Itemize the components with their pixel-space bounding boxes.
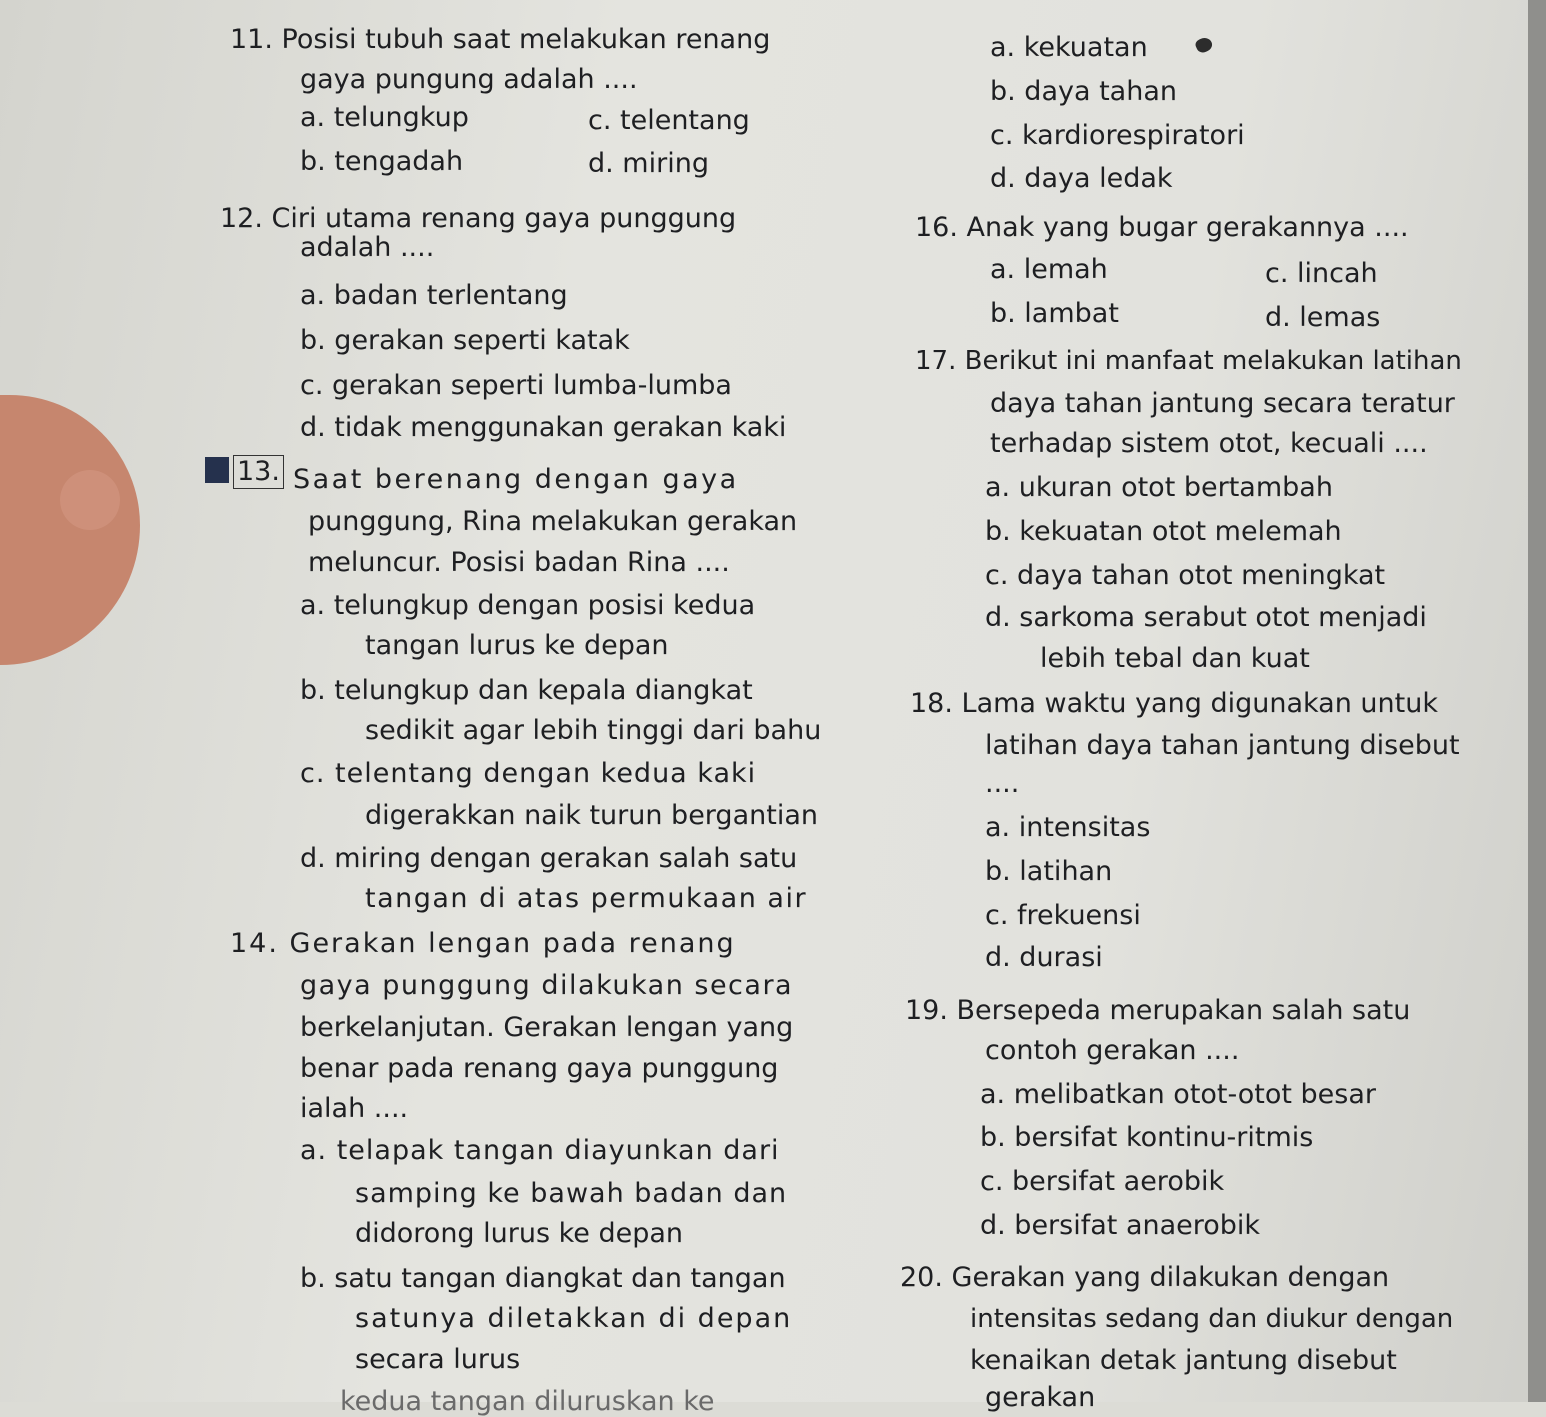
q11-line2: gaya pungung adalah .... xyxy=(300,64,638,95)
q19-option-a: a. melibatkan otot-otot besar xyxy=(980,1079,1377,1110)
q11-option-c: c. telentang xyxy=(588,105,750,136)
q15-option-b: b. daya tahan xyxy=(990,76,1177,107)
q17-option-b: b. kekuatan otot melemah xyxy=(985,516,1342,547)
q15-option-d: d. daya ledak xyxy=(990,163,1173,194)
q16-option-a: a. lemah xyxy=(990,254,1108,285)
finger xyxy=(0,395,140,665)
q17-line2: daya tahan jantung secara teratur xyxy=(990,388,1455,419)
q19-option-b: b. bersifat kontinu-ritmis xyxy=(980,1122,1314,1153)
q11-option-d: d. miring xyxy=(588,148,709,179)
q18-option-d: d. durasi xyxy=(985,942,1103,973)
q18-line3: .... xyxy=(985,768,1020,799)
q14-option-c-cut: kedua tangan diluruskan ke xyxy=(340,1386,715,1417)
q16-option-b: b. lambat xyxy=(990,298,1119,329)
q18-option-c: c. frekuensi xyxy=(985,900,1141,931)
q18-option-a: a. intensitas xyxy=(985,812,1151,843)
q16-option-c: c. lincah xyxy=(1265,258,1378,289)
q17-option-c: c. daya tahan otot meningkat xyxy=(985,560,1386,591)
q18-option-b: b. latihan xyxy=(985,856,1113,887)
q20-line1: 20. Gerakan yang dilakukan dengan xyxy=(900,1262,1390,1293)
q14-option-a-cont1: samping ke bawah badan dan xyxy=(355,1178,788,1209)
q13-option-c-cont: digerakkan naik turun bergantian xyxy=(365,800,818,831)
q14-option-b-cont1: satunya diletakkan di depan xyxy=(355,1303,793,1334)
q11-line1: 11. Posisi tubuh saat melakukan renang xyxy=(230,24,771,55)
q14-line3: berkelanjutan. Gerakan lengan yang xyxy=(300,1012,794,1043)
q19-option-d: d. bersifat anaerobik xyxy=(980,1210,1261,1241)
q12-option-d: d. tidak menggunakan gerakan kaki xyxy=(300,412,787,443)
q11-option-a: a. telungkup xyxy=(300,102,469,133)
q13-option-a-cont: tangan lurus ke depan xyxy=(365,630,669,661)
q20-line3: kenaikan detak jantung disebut xyxy=(970,1345,1397,1376)
q14-option-b: b. satu tangan diangkat dan tangan xyxy=(300,1263,786,1294)
q13-option-c: c. telentang dengan kedua kaki xyxy=(300,758,757,789)
q19-line2: contoh gerakan .... xyxy=(985,1035,1240,1066)
q13-line3: meluncur. Posisi badan Rina .... xyxy=(308,547,730,578)
q17-line3: terhadap sistem otot, kecuali .... xyxy=(990,428,1428,459)
q12-option-c: c. gerakan seperti lumba-lumba xyxy=(300,370,732,401)
q13-option-b-cont: sedikit agar lebih tinggi dari bahu xyxy=(365,715,822,746)
q17-option-d-cont: lebih tebal dan kuat xyxy=(1040,643,1310,674)
q12-line1: 12. Ciri utama renang gaya punggung xyxy=(220,203,737,234)
q20-line2: intensitas sedang dan diukur dengan xyxy=(970,1304,1454,1334)
q13-option-a: a. telungkup dengan posisi kedua xyxy=(300,590,756,621)
q14-line1: 14. Gerakan lengan pada renang xyxy=(230,928,736,959)
q14-line5: ialah .... xyxy=(300,1093,409,1124)
q18-line1: 18. Lama waktu yang digunakan untuk xyxy=(910,688,1438,719)
pencil-mark-icon xyxy=(1194,35,1214,54)
q13-option-b: b. telungkup dan kepala diangkat xyxy=(300,675,753,706)
q17-option-d: d. sarkoma serabut otot menjadi xyxy=(985,602,1427,633)
q17-line1: 17. Berikut ini manfaat melakukan latihan xyxy=(915,346,1462,376)
q12-line2: adalah .... xyxy=(300,232,435,263)
q11-option-b: b. tengadah xyxy=(300,146,464,177)
q13-line2: punggung, Rina melakukan gerakan xyxy=(308,506,798,537)
q12-option-b: b. gerakan seperti katak xyxy=(300,325,630,356)
q13-line1: Saat berenang dengan gaya xyxy=(293,464,739,495)
book-icon xyxy=(205,457,229,483)
q13-option-d: d. miring dengan gerakan salah satu xyxy=(300,843,798,874)
q17-option-a: a. ukuran otot bertambah xyxy=(985,472,1333,503)
q20-line4: gerakan xyxy=(985,1382,1096,1413)
q16-line1: 16. Anak yang bugar gerakannya .... xyxy=(915,212,1409,243)
q14-line2: gaya punggung dilakukan secara xyxy=(300,970,794,1001)
finger-highlight xyxy=(60,470,120,530)
q19-option-c: c. bersifat aerobik xyxy=(980,1166,1225,1197)
page-edge xyxy=(1528,0,1546,1402)
q14-line4: benar pada renang gaya punggung xyxy=(300,1053,779,1084)
q14-option-a: a. telapak tangan diayunkan dari xyxy=(300,1135,780,1166)
q15-option-c: c. kardiorespiratori xyxy=(990,120,1245,151)
q18-line2: latihan daya tahan jantung disebut xyxy=(985,730,1460,761)
q14-option-b-cont2: secara lurus xyxy=(355,1344,521,1375)
q14-option-a-cont2: didorong lurus ke depan xyxy=(355,1218,684,1249)
q19-line1: 19. Bersepeda merupakan salah satu xyxy=(905,995,1411,1026)
q12-option-a: a. badan terlentang xyxy=(300,280,568,311)
q15-option-a: a. kekuatan xyxy=(990,32,1148,63)
q16-option-d: d. lemas xyxy=(1265,302,1381,333)
q13-number: 13. xyxy=(233,455,284,489)
q13-option-d-cont: tangan di atas permukaan air xyxy=(365,883,808,914)
